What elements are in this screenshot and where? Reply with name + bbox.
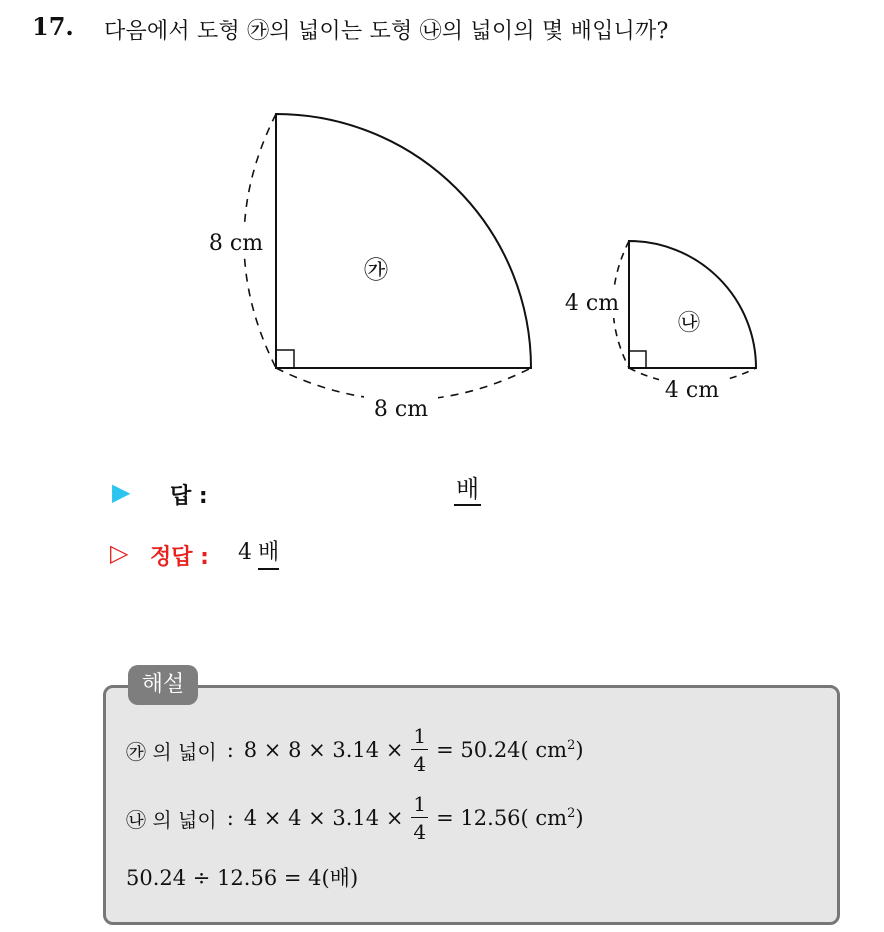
line-1-label: ㉮ 의 넓이 bbox=[126, 739, 217, 764]
quarter-circles-figure bbox=[0, 0, 884, 460]
small-side-left-label: 4 cm bbox=[564, 291, 620, 316]
explanation-line-2: ㉯ 의 넓이 : 4 × 4 × 3.14 × $\frac{1}{4}$ = 12.56( $cm^2$) bbox=[126, 792, 584, 844]
line-2-result: = 12.56( $cm^2$) bbox=[436, 806, 584, 830]
correct-answer-unit: 배 bbox=[258, 538, 279, 570]
answer-blank[interactable]: 배 bbox=[454, 474, 481, 506]
right-angle-mark bbox=[629, 351, 646, 368]
explanation-line-1: ㉮ 의 넓이 : 8 × 8 × 3.14 × $\frac{1}{4}$ = 50.24( $cm^2$) bbox=[126, 724, 584, 776]
correct-answer-label: 정답 : bbox=[150, 545, 209, 570]
line-2-expression: 4 × 4 × 3.14 × bbox=[243, 806, 404, 830]
small-side-bottom-label: 4 cm bbox=[664, 378, 720, 403]
explanation-line-3: 50.24 ÷ 12.56 = 4(배) bbox=[126, 866, 359, 890]
large-side-bottom-label: 8 cm bbox=[373, 397, 429, 422]
fraction: $\frac{1}{4}$ bbox=[413, 724, 427, 776]
large-figure-label: ㉮ bbox=[364, 256, 388, 284]
line-1-expression: 8 × 8 × 3.14 × bbox=[243, 738, 404, 762]
large-quarter-circle bbox=[202, 114, 531, 424]
small-figure-label: ㉯ bbox=[677, 311, 701, 336]
line-2-label: ㉯ 의 넓이 bbox=[126, 807, 217, 832]
question-number: 17. bbox=[32, 12, 74, 41]
question-text: 다음에서 도형 ㉮의 넓이는 도형 ㉯의 넓이의 몇 배입니까? bbox=[104, 19, 669, 44]
correct-arrow-icon: ▷ bbox=[110, 539, 129, 567]
fraction: $\frac{1}{4}$ bbox=[413, 792, 427, 844]
answer-arrow-icon: ▶ bbox=[112, 478, 131, 506]
line-1-result: = 50.24( $cm^2$) bbox=[436, 738, 584, 762]
correct-answer-value: 4 bbox=[238, 540, 252, 565]
answer-label: 답 : bbox=[170, 484, 208, 509]
small-quarter-circle bbox=[560, 241, 756, 405]
explanation-tab: 해설 bbox=[128, 665, 198, 705]
correct-answer bbox=[238, 538, 279, 570]
large-side-left-label: 8 cm bbox=[208, 231, 264, 256]
right-angle-mark bbox=[276, 350, 294, 368]
